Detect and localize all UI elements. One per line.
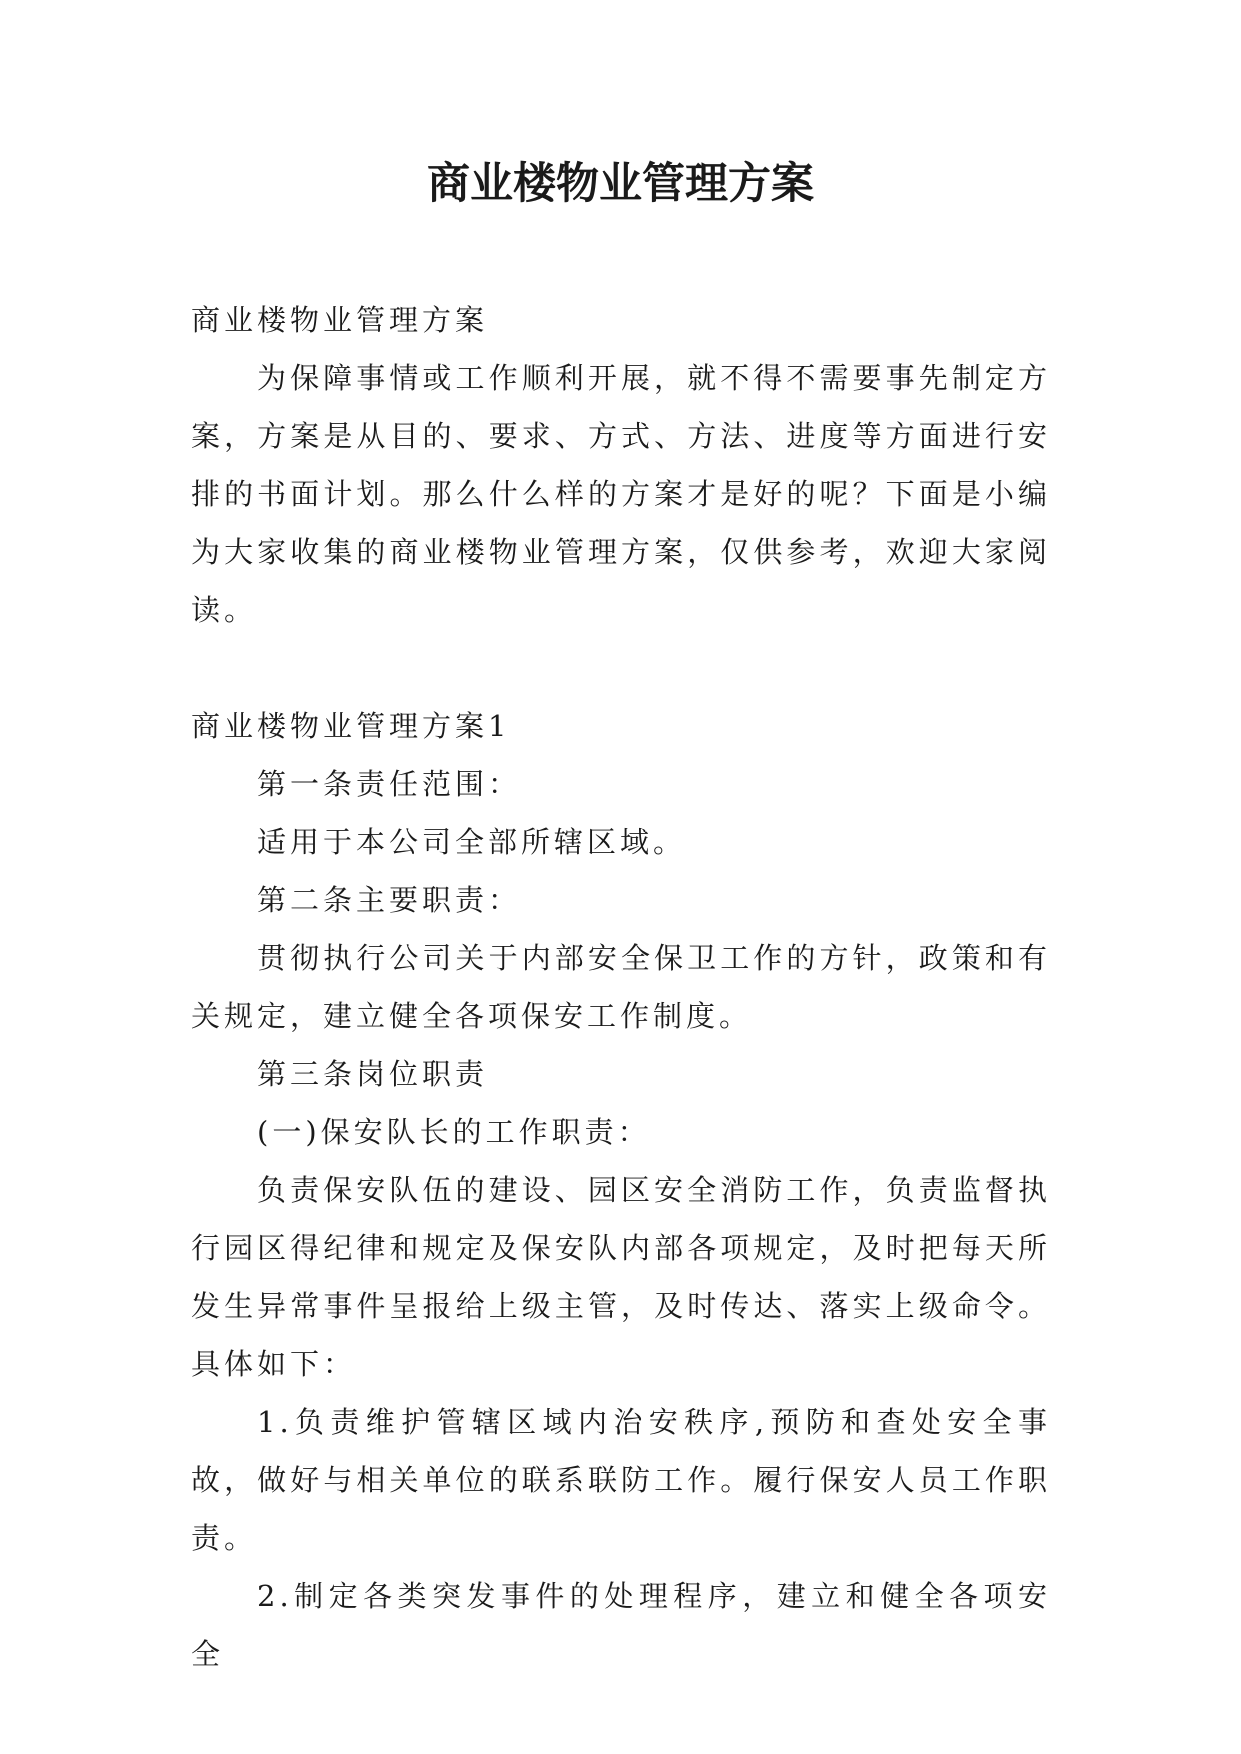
paragraph: 2.制定各类突发事件的处理程序，建立和健全各项安全 — [191, 1579, 1051, 1671]
paragraph: 第二条主要职责： — [257, 883, 522, 917]
paragraph: 负责保安队伍的建设、园区安全消防工作，负责监督执行园区得纪律和规定及保安队内部各项规定，及时把每天所发生异常事件呈报给上级主管，及时传达、落实上级命令。具体如下： — [191, 1173, 1051, 1381]
paragraph: 贯彻执行公司关于内部安全保卫工作的方针，政策和有关规定，建立健全各项保安工作制度。 — [191, 941, 1051, 1033]
paragraph: 商业楼物业管理方案 — [191, 303, 489, 337]
document-body — [191, 291, 1051, 1683]
paragraph-gap — [191, 639, 1051, 697]
paragraph: 1.负责维护管辖区域内治安秩序,预防和查处安全事故，做好与相关单位的联系联防工作。履行保安人员工作职责。 — [191, 1405, 1051, 1555]
paragraph: 第一条责任范围： — [257, 767, 522, 801]
paragraph: (一)保安队长的工作职责： — [257, 1115, 651, 1149]
section-heading: 商业楼物业管理方案1 — [191, 709, 511, 743]
paragraph: 为保障事情或工作顺利开展，就不得不需要事先制定方案，方案是从目的、要求、方式、方法、进度等方面进行安排的书面计划。那么什么样的方案才是好的呢？下面是小编为大家收集的商业楼物业管理方案，仅供参考，欢迎大家阅读。 — [191, 361, 1051, 627]
document-title: 商业楼物业管理方案 — [427, 159, 814, 209]
paragraph: 第三条岗位职责 — [257, 1057, 489, 1091]
paragraph: 适用于本公司全部所辖区域。 — [257, 825, 687, 859]
